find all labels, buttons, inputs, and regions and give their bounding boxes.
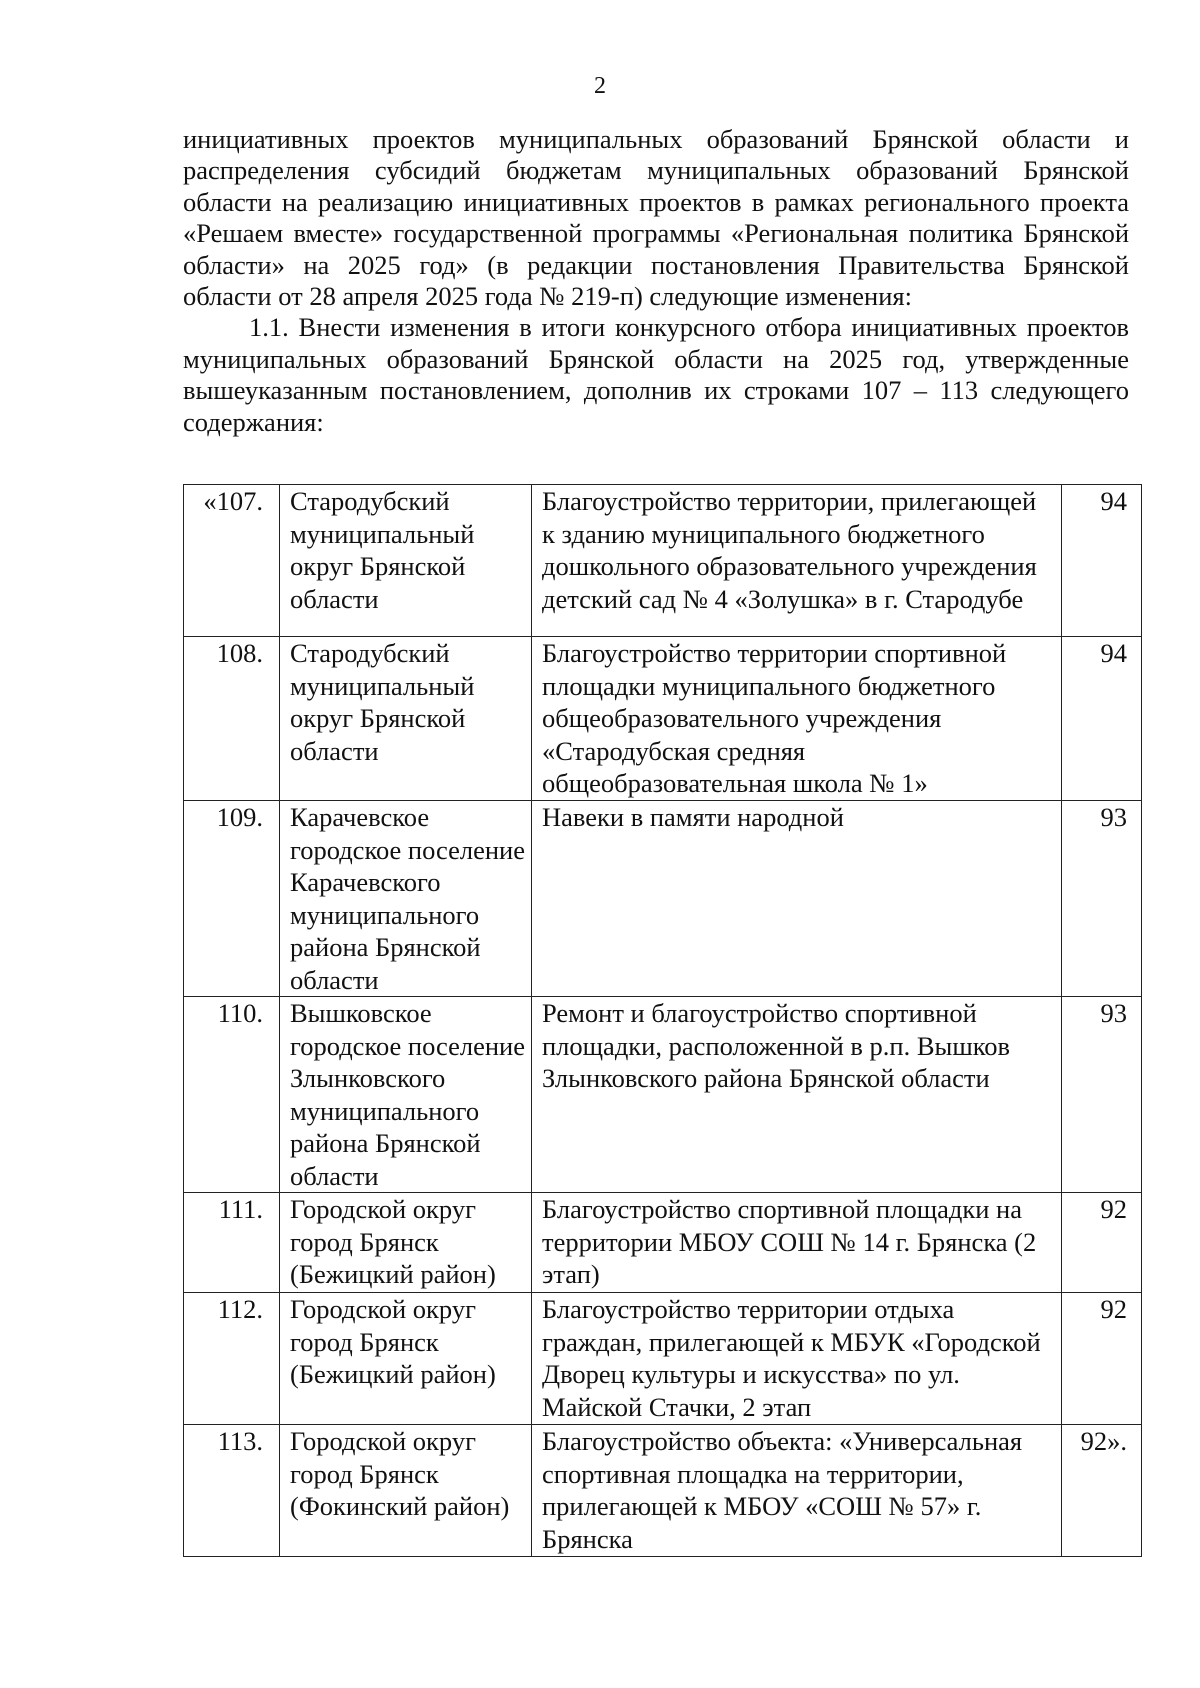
- score-cell: 94: [1062, 485, 1142, 637]
- project-cell: Навеки в памяти народной: [532, 801, 1062, 997]
- municipality-cell: Городской округ город Брянск (Бежицкий район): [280, 1293, 532, 1425]
- row-number: 112.: [184, 1293, 280, 1425]
- municipality-cell: Стародубский муниципальный округ Брянской области: [280, 485, 532, 637]
- project-cell: Благоустройство территории отдыха граждан, прилегающей к МБУК «Городской Дворец культуры и искусства» по ул. Майской Стачки, 2 этап: [532, 1293, 1062, 1425]
- table-row: [184, 485, 1142, 637]
- table-row: [184, 637, 1142, 801]
- project-cell: Ремонт и благоустройство спортивной площадки, расположенной в р.п. Вышков Злынковского района Брянской области: [532, 997, 1062, 1193]
- municipality-cell: Вышковское городское поселение Злынковского муниципального района Брянской области: [280, 997, 532, 1193]
- score-cell: 93: [1062, 997, 1142, 1193]
- row-number: 109.: [184, 801, 280, 997]
- project-cell: Благоустройство объекта: «Универсальная спортивная площадка на территории, прилегающей к МБОУ «СОШ № 57» г. Брянска: [532, 1425, 1062, 1557]
- project-cell: Благоустройство спортивной площадки на территории МБОУ СОШ № 14 г. Брянска (2 этап): [532, 1193, 1062, 1293]
- table-row: [184, 801, 1142, 997]
- page-number: 2: [594, 73, 606, 99]
- paragraph-intro: инициативных проектов муниципальных образований Брянской области и распределения субсидий бюджетам муниципальных образований Брянской области на реализацию инициативных проектов в рамках регионального проекта «Решаем вместе» государственной программы «Региональная политика Брянской области» на 2025 год» (в редакции постановления Правительства Брянской области от 28 апреля 2025 года № 219-п) следующие изменения:: [183, 124, 1129, 312]
- table-row: [184, 997, 1142, 1193]
- table-row: [184, 1293, 1142, 1425]
- body-text: [183, 124, 1129, 438]
- project-cell: Благоустройство территории спортивной площадки муниципального бюджетного общеобразовательного учреждения «Стародубская средняя общеобразовательная школа № 1»: [532, 637, 1062, 801]
- project-cell: Благоустройство территории, прилегающей к зданию муниципального бюджетного дошкольного образовательного учреждения детский сад № 4 «Золушка» в г. Стародубе: [532, 485, 1062, 637]
- municipality-cell: Городской округ город Брянск (Фокинский район): [280, 1425, 532, 1557]
- row-number: «107.: [184, 485, 280, 637]
- score-cell: 92: [1062, 1193, 1142, 1293]
- results-table: [183, 484, 1142, 1557]
- paragraph-1-1: 1.1. Внести изменения в итоги конкурсного отбора инициативных проектов муниципальных образований Брянской области на 2025 год, утвержденные вышеуказанным постановлением, дополнив их строками 107 – 113 следующего содержания:: [183, 312, 1129, 437]
- score-cell: 92».: [1062, 1425, 1142, 1557]
- score-cell: 93: [1062, 801, 1142, 997]
- table-row: [184, 1193, 1142, 1293]
- municipality-cell: Карачевское городское поселение Карачевского муниципального района Брянской области: [280, 801, 532, 997]
- municipality-cell: Стародубский муниципальный округ Брянской области: [280, 637, 532, 801]
- municipality-cell: Городской округ город Брянск (Бежицкий район): [280, 1193, 532, 1293]
- row-number: 110.: [184, 997, 280, 1193]
- row-number: 111.: [184, 1193, 280, 1293]
- score-cell: 92: [1062, 1293, 1142, 1425]
- row-number: 108.: [184, 637, 280, 801]
- table-row: [184, 1425, 1142, 1557]
- row-number: 113.: [184, 1425, 280, 1557]
- score-cell: 94: [1062, 637, 1142, 801]
